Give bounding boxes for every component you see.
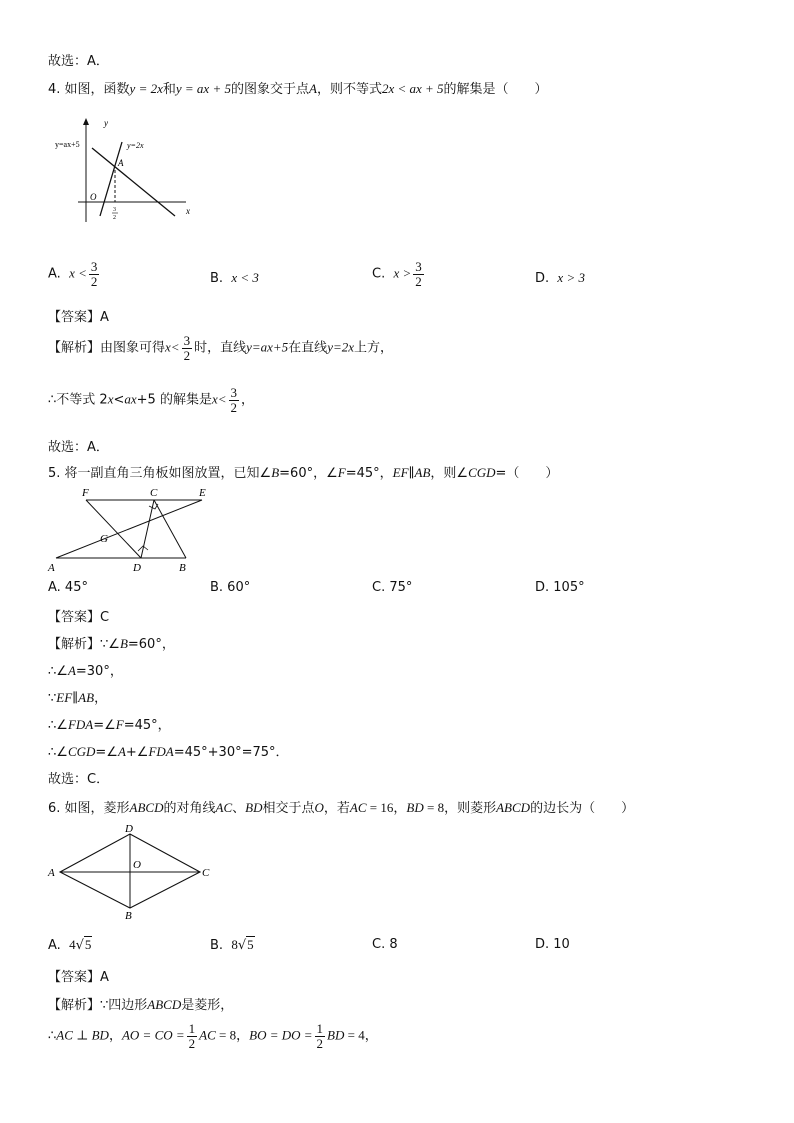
label-D: D [133,562,141,574]
q5-option-c: C. 75° [372,580,413,595]
question-6: 6. 如图，菱形ABCD的对角线AC、BD相交于点O，若AC = 16，BD = 8，则菱形ABCD的边长为（ ） [48,800,635,816]
label-E: E [199,487,206,499]
q6-option-c: C. 8 [372,937,398,952]
label-B: B [125,910,132,922]
q6-answer: 【答案】A [48,970,109,985]
label-C: C [150,487,158,499]
q6-explanation-2: ∴AC ⊥ BD，AO = CO = $\frac{1}{2}$ AC = 8，BO = DO = $\frac{1}{2}$ BD = 4， [48,1021,378,1051]
label-G: G [100,533,108,545]
q4-option-d: D. x > 3 [535,270,585,286]
q4-explanation-2: ∴不等式 2x<ax+5 的解集是x< $\frac{3}{2}$ ， [48,385,255,415]
q4-option-c: C. x > $\frac{3}{2}$ [372,259,422,289]
label-B: B [179,562,186,574]
figure-q5-triangles [44,484,224,576]
q5-choose: 故选：C． [48,772,110,787]
tick-num: 3 [113,207,116,213]
q5-explanation-1: 【解析】∵∠B=60°， [48,636,175,652]
q5-option-a: A. 45° [48,580,88,595]
q5-explanation-2: ∴∠A=30°， [48,663,123,679]
q4-answer: 【答案】A [48,310,109,325]
q4-option-a: A. x < $\frac{3}{2}$ [48,259,98,289]
q5-explanation-5: ∴∠CGD=∠A+∠FDA=45°+30°=75°． [48,744,289,760]
q5-explanation-4: ∴∠FDA=∠F=45°， [48,717,171,733]
label-C: C [202,867,210,879]
label-O: O [133,859,141,871]
q4-option-b: B. x < 3 [210,270,259,286]
q5-answer: 【答案】C [48,610,110,625]
line-AE [56,500,202,558]
label-line-ax5: y=ax+5 [55,140,80,149]
label-x-axis: x [186,206,190,216]
label-F: F [82,487,89,499]
q4-choose: 故选：A． [48,440,109,455]
q5-option-b: B. 60° [210,580,251,595]
answer-choice-q3: 故选：A． [48,54,109,69]
question-4: 4. 如图，函数y = 2x和y = ax + 5的图象交于点A，则不等式2x < ax + 5的解集是（ ） [48,81,548,97]
q5-option-d: D. 105° [535,580,585,595]
line-ax-plus-5 [92,148,175,216]
q6-explanation-1: 【解析】∵四边形ABCD是菱形， [48,997,234,1013]
label-A: A [48,562,55,574]
line-FD [86,500,141,558]
label-point-A: A [118,158,124,168]
q6-option-a: A. 4√5 [48,937,92,953]
q4-explanation-1: 【解析】由图象可得x< $\frac{3}{2}$ 时，直线y=ax+5在直线y=2x上方， [48,333,394,363]
figure-q4-graph [48,112,208,232]
question-5: 5. 将一副直角三角板如图放置，已知∠B=60°，∠F=45°，EF∥AB，则∠CGD=（ ） [48,465,559,481]
label-line-2x: y=2x [127,141,144,150]
y-axis-arrow-icon [83,118,89,125]
q6-option-b: B. 8√5 [210,937,254,953]
label-y-axis: y [104,118,108,128]
q6-option-d: D. 10 [535,937,570,952]
label-origin: O [90,192,97,202]
q5-explanation-3: ∵EF∥AB， [48,690,108,706]
label-A: A [48,867,55,879]
tick-den: 2 [113,215,116,221]
line-2x [100,142,122,216]
label-D: D [125,823,133,835]
figure-q6-rhombus [44,820,224,922]
